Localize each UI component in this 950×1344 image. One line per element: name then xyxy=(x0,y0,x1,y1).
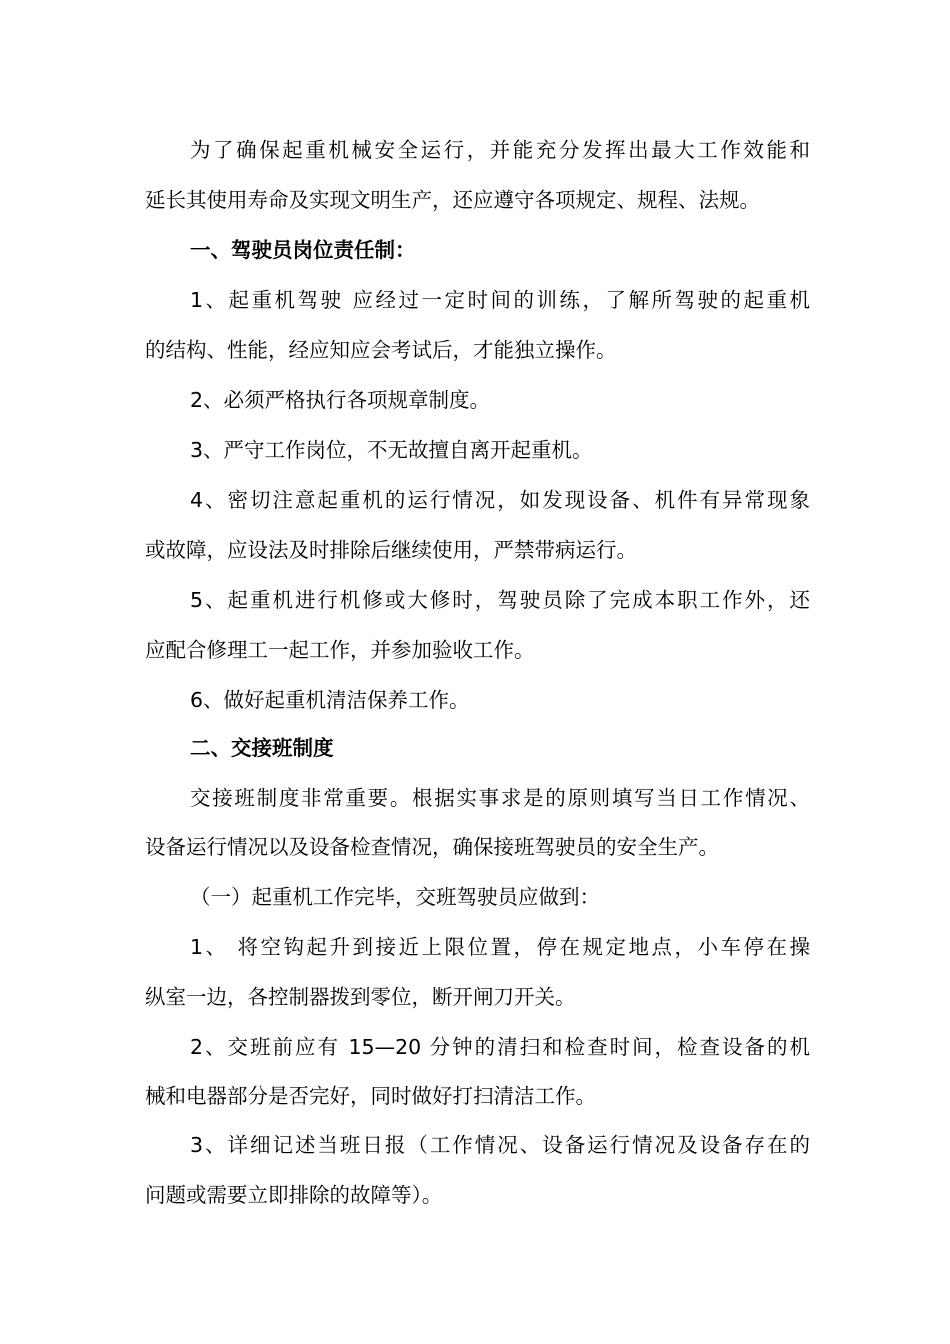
section-1-item-5-line-1: 5、起重机进行机修或大修时，驾驶员除了完成本职工作外，还 xyxy=(190,588,810,612)
intro-line-1: 为了确保起重机械安全运行，并能充分发挥出最大工作效能和 xyxy=(190,138,810,162)
section-2-item-2-line-1: 2、交班前应有 15—20 分钟的清扫和检查时间，检查设备的机 xyxy=(190,1035,810,1059)
section-2-heading: 二、交接班制度 xyxy=(190,736,334,760)
section-1-item-2: 2、必须严格执行各项规章制度。 xyxy=(190,388,491,412)
intro-line-2: 延长其使用寿命及实现文明生产，还应遵守各项规定、规程、法规。 xyxy=(145,188,760,212)
section-2-sub-heading: （一）起重机工作完毕，交班驾驶员应做到： xyxy=(190,885,600,909)
section-1-item-1-line-1: 1、起重机驾驶 应经过一定时间的训练，了解所驾驶的起重机 xyxy=(190,288,810,312)
section-2-item-1-line-1: 1、 将空钩起升到接近上限位置，停在规定地点，小车停在操 xyxy=(190,935,810,959)
section-2-paragraph-line-1: 交接班制度非常重要。根据实事求是的原则填写当日工作情况、 xyxy=(190,786,810,810)
section-2-item-3-line-2: 问题或需要立即排除的故障等）。 xyxy=(145,1183,443,1207)
section-1-item-4-line-2: 或故障，应设法及时排除后继续使用，严禁带病运行。 xyxy=(145,538,637,562)
section-2-item-2-line-2: 械和电器部分是否完好，同时做好打扫清洁工作。 xyxy=(145,1084,596,1108)
section-2-item-3-line-1: 3、详细记述当班日报（工作情况、设备运行情况及设备存在的 xyxy=(190,1133,810,1157)
section-1-item-5-line-2: 应配合修理工一起工作，并参加验收工作。 xyxy=(145,638,535,662)
section-1-item-3: 3、严守工作岗位，不无故擅自离开起重机。 xyxy=(190,438,593,462)
section-1-item-4-line-1: 4、密切注意起重机的运行情况，如发现设备、机件有异常现象 xyxy=(190,488,810,512)
section-2-item-1-line-2: 纵室一边，各控制器拨到零位，断开闸刀开关。 xyxy=(145,985,576,1009)
section-1-heading: 一、驾驶员岗位责任制： xyxy=(190,238,416,262)
section-1-item-1-line-2: 的结构、性能，经应知应会考试后，才能独立操作。 xyxy=(145,338,617,362)
section-2-paragraph-line-2: 设备运行情况以及设备检查情况，确保接班驾驶员的安全生产。 xyxy=(145,835,719,859)
section-1-item-6: 6、做好起重机清洁保养工作。 xyxy=(190,688,470,712)
